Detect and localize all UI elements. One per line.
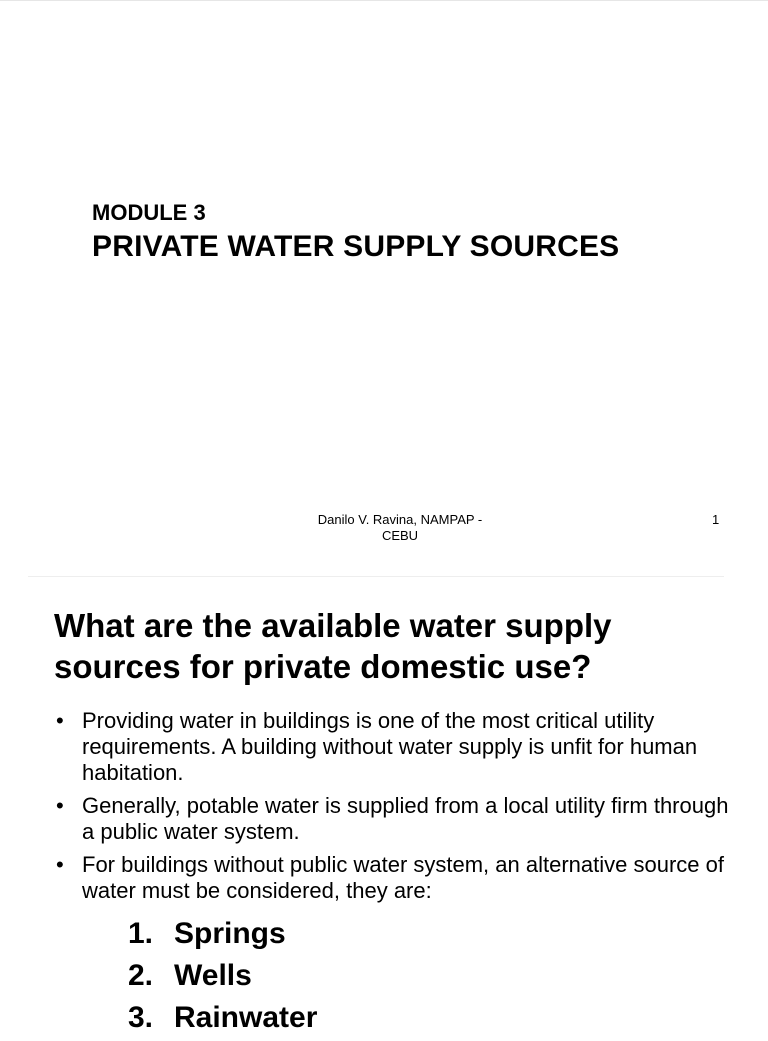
source-label: Rainwater <box>174 1001 318 1034</box>
bullet-item <box>54 793 734 845</box>
sources-list <box>128 915 317 1041</box>
question-title <box>54 605 734 687</box>
slide-title: PRIVATE WATER SUPPLY SOURCES <box>92 230 620 263</box>
bullet-text: For buildings without public water system, an alternative source of water must be considered, they are: <box>82 852 724 903</box>
source-label: Wells <box>174 959 252 992</box>
page-number: 1 <box>712 512 720 527</box>
footer-author-line1: Danilo V. Ravina, NAMPAP - <box>317 512 483 527</box>
bullet-item <box>54 852 734 904</box>
footer-author <box>290 512 510 544</box>
source-item-rainwater <box>128 999 317 1036</box>
source-number: 3. <box>128 1001 154 1034</box>
question-title-line2: sources for private domestic use? <box>54 648 592 685</box>
footer-author-line2: CEBU <box>381 528 419 543</box>
source-label: Springs <box>174 917 286 950</box>
source-number: 1. <box>128 917 154 950</box>
source-item-wells <box>128 957 317 994</box>
bullet-marker: • <box>56 708 64 733</box>
source-item-springs <box>128 915 317 952</box>
bullet-marker: • <box>56 852 64 877</box>
bullet-list <box>54 708 734 911</box>
bullet-marker: • <box>56 793 64 818</box>
question-title-line1: What are the available water supply <box>54 607 612 644</box>
bullet-text: Generally, potable water is supplied from a local utility firm through a public water system. <box>82 793 729 844</box>
top-border <box>0 0 768 1</box>
content-slide <box>0 577 768 1034</box>
source-number: 2. <box>128 959 154 992</box>
bullet-text: Providing water in buildings is one of the most critical utility requirements. A building without water supply is unfit for human habitation. <box>82 708 698 785</box>
bullet-item <box>54 708 734 786</box>
module-label: MODULE 3 <box>92 200 206 225</box>
